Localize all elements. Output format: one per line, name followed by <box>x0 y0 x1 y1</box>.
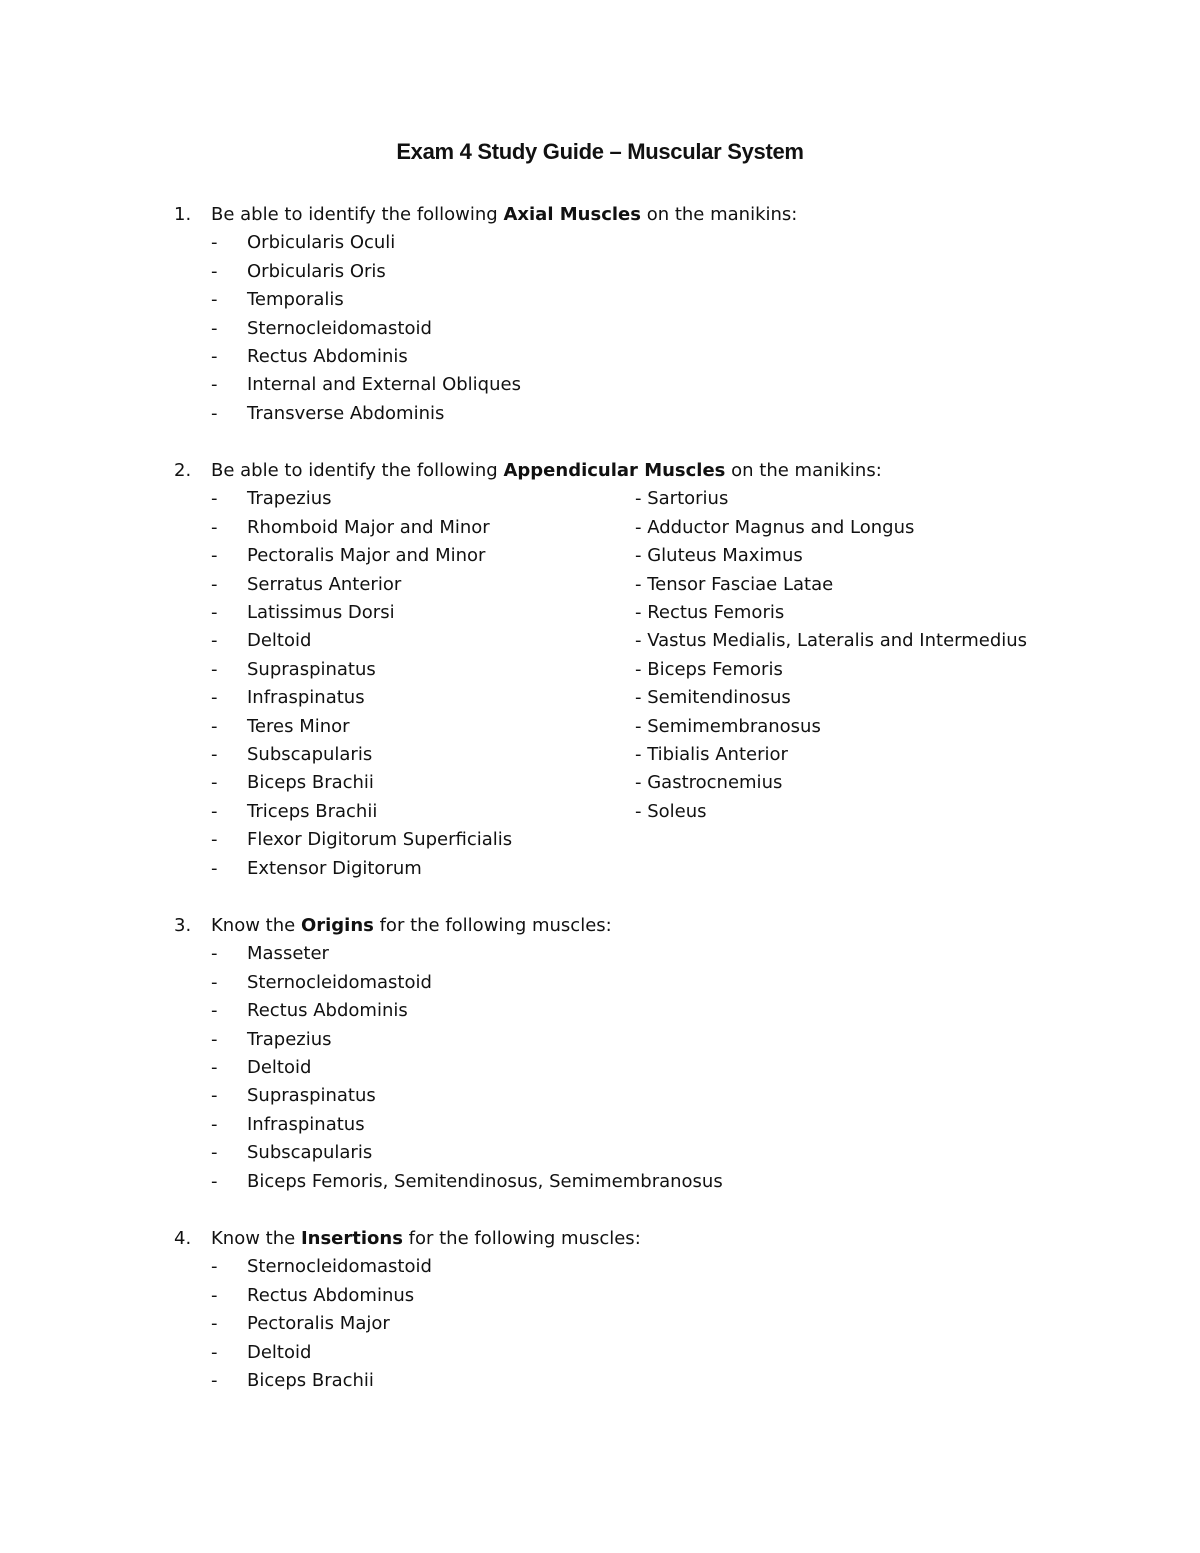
list-item-text: - Sartorius <box>635 488 729 510</box>
section-heading-3 <box>0 912 1200 940</box>
list-item <box>0 1282 620 1310</box>
list-item-text: - Biceps Femoris <box>635 658 783 680</box>
list-item-text: Biceps Brachii <box>247 772 374 794</box>
bullet-dash: - <box>211 545 218 567</box>
list-item-text: Teres Minor <box>247 715 350 737</box>
list-item-right <box>0 485 1200 513</box>
section-keyword: Origins <box>300 915 374 936</box>
section-heading-text: Be able to identify the following Axial Muscles on the manikins: <box>211 204 798 225</box>
section-keyword: Insertions <box>300 1228 403 1249</box>
bullet-dash: - <box>211 346 218 367</box>
list-item-text: Biceps Brachii <box>247 1370 374 1391</box>
list-item <box>0 1339 620 1367</box>
list-item-text: Flexor Digitorum Superficialis <box>247 829 513 851</box>
section-heading-2 <box>0 457 1200 485</box>
list-item <box>0 258 620 286</box>
list-item <box>0 1026 620 1054</box>
list-item-text: Temporalis <box>247 289 344 311</box>
list-item-text: Extensor Digitorum <box>247 857 422 879</box>
section-number: 1. <box>174 204 192 225</box>
list-item-text: Infraspinatus <box>247 687 365 709</box>
bullet-dash: - <box>211 374 218 396</box>
list-item-text: Internal and External Obliques <box>247 374 521 396</box>
bullet-dash: - <box>211 1341 218 1363</box>
list-item-right <box>0 542 1200 570</box>
list-item-text: - Tensor Fasciae Latae <box>635 573 834 595</box>
list-item <box>0 826 620 854</box>
bullet-dash: - <box>211 1142 218 1164</box>
list-item-text: Transverse Abdominis <box>247 402 445 424</box>
list-item-right <box>0 798 1200 826</box>
bullet-dash: - <box>211 1284 218 1306</box>
list-item-text: Supraspinatus <box>247 1085 376 1107</box>
list-item <box>0 1310 620 1338</box>
list-item-right <box>0 713 1200 741</box>
bullet-dash: - <box>211 715 218 737</box>
list-item-text: Deltoid <box>247 1341 312 1363</box>
section-number: 3. <box>174 915 192 936</box>
list-item-text: - Soleus <box>635 800 707 822</box>
bullet-dash: - <box>211 573 218 595</box>
section-heading-4 <box>0 1225 1200 1253</box>
list-item-text: Trapezius <box>247 1028 332 1050</box>
bullet-dash: - <box>211 232 218 254</box>
list-item <box>0 286 620 314</box>
list-item-text: Supraspinatus <box>247 658 376 680</box>
section-keyword: Appendicular Muscles <box>503 460 726 481</box>
bullet-dash: - <box>211 772 218 794</box>
list-item-text: Pectoralis Major <box>247 1313 390 1335</box>
list-item-text: Rectus Abdominis <box>247 1000 408 1022</box>
list-item-text: Deltoid <box>247 630 312 652</box>
bullet-dash: - <box>211 602 218 623</box>
bullet-dash: - <box>211 857 218 879</box>
list-item-text: - Vastus Medialis, Lateralis and Intermedius <box>635 630 1028 652</box>
list-item-text: Rhomboid Major and Minor <box>247 516 490 538</box>
list-item-text: - Semimembranosus <box>635 715 821 737</box>
list-item-right <box>0 741 1200 769</box>
list-item-text: - Tibialis Anterior <box>635 744 788 765</box>
list-item <box>0 1139 620 1167</box>
list-item-text: Rectus Abdominis <box>247 346 408 367</box>
list-item-text: Subscapularis <box>247 1142 373 1164</box>
bullet-dash: - <box>211 1028 218 1050</box>
bullet-dash: - <box>211 289 218 311</box>
list-item-right <box>0 627 1200 655</box>
list-item-text: Masseter <box>247 943 329 965</box>
list-item-text: Orbicularis Oris <box>247 260 386 282</box>
list-item <box>0 1054 620 1082</box>
list-item <box>0 371 620 399</box>
list-item-text: - Semitendinosus <box>635 687 791 709</box>
bullet-dash: - <box>211 943 218 965</box>
list-item <box>0 1367 620 1395</box>
bullet-dash: - <box>211 800 218 822</box>
bullet-dash: - <box>211 402 218 424</box>
list-item <box>0 1082 620 1110</box>
list-item-text: Sternocleidomastoid <box>247 317 432 339</box>
list-item-text: Triceps Brachii <box>247 800 378 822</box>
bullet-dash: - <box>211 744 218 765</box>
bullet-dash: - <box>211 488 218 510</box>
list-item <box>0 1111 620 1139</box>
list-item-text: Trapezius <box>247 488 332 510</box>
list-item-right <box>0 656 1200 684</box>
list-item-text: Orbicularis Oculi <box>247 232 396 254</box>
section-number: 2. <box>174 460 192 481</box>
list-item-text: Sternocleidomastoid <box>247 971 432 993</box>
list-item-text: Subscapularis <box>247 744 373 765</box>
list-item-text: Latissimus Dorsi <box>247 602 395 623</box>
bullet-dash: - <box>211 829 218 851</box>
bullet-dash: - <box>211 317 218 339</box>
list-item <box>0 997 620 1025</box>
bullet-dash: - <box>211 658 218 680</box>
list-item-text: Pectoralis Major and Minor <box>247 545 486 567</box>
list-item-right <box>0 514 1200 542</box>
list-item-text: Deltoid <box>247 1057 312 1078</box>
bullet-dash: - <box>211 1256 218 1278</box>
list-item-text: - Gastrocnemius <box>635 772 783 794</box>
section-heading-1 <box>0 201 1200 229</box>
bullet-dash: - <box>211 1113 218 1135</box>
list-item <box>0 343 620 371</box>
list-item-text: Serratus Anterior <box>247 573 402 595</box>
list-item-text: - Gluteus Maximus <box>635 545 803 567</box>
list-item-right <box>0 599 1200 627</box>
list-item-right <box>0 769 1200 797</box>
bullet-dash: - <box>211 971 218 993</box>
list-item <box>0 229 620 257</box>
section-heading-text: Know the Origins for the following muscles: <box>211 915 612 936</box>
bullet-dash: - <box>211 1085 218 1107</box>
list-item-text: - Rectus Femoris <box>635 602 785 623</box>
bullet-dash: - <box>211 1370 218 1391</box>
list-item-text: Sternocleidomastoid <box>247 1256 432 1278</box>
list-item <box>0 1168 723 1196</box>
bullet-dash: - <box>211 630 218 652</box>
list-item-text: - Adductor Magnus and Longus <box>635 516 915 538</box>
bullet-dash: - <box>211 1313 218 1335</box>
list-item-text: Biceps Femoris, Semitendinosus, Semimembranosus <box>247 1170 723 1192</box>
bullet-dash: - <box>211 260 218 282</box>
list-item-text: Infraspinatus <box>247 1113 365 1135</box>
page-title: Exam 4 Study Guide – Muscular System <box>396 139 804 164</box>
bullet-dash: - <box>211 516 218 538</box>
bullet-dash: - <box>211 1000 218 1022</box>
bullet-dash: - <box>211 1170 218 1192</box>
list-item <box>0 1253 620 1281</box>
list-item-right <box>0 684 1200 712</box>
list-item <box>0 400 620 428</box>
list-item <box>0 940 620 968</box>
section-number: 4. <box>174 1228 192 1249</box>
list-item <box>0 315 620 343</box>
list-item <box>0 969 620 997</box>
section-heading-text: Be able to identify the following Appendicular Muscles on the manikins: <box>211 460 882 481</box>
section-keyword: Axial Muscles <box>503 204 641 225</box>
list-item-text: Rectus Abdominus <box>247 1284 415 1306</box>
bullet-dash: - <box>211 687 218 709</box>
bullet-dash: - <box>211 1057 218 1078</box>
section-heading-text: Know the Insertions for the following muscles: <box>211 1228 641 1249</box>
list-item-right <box>0 571 1200 599</box>
list-item <box>0 855 620 883</box>
